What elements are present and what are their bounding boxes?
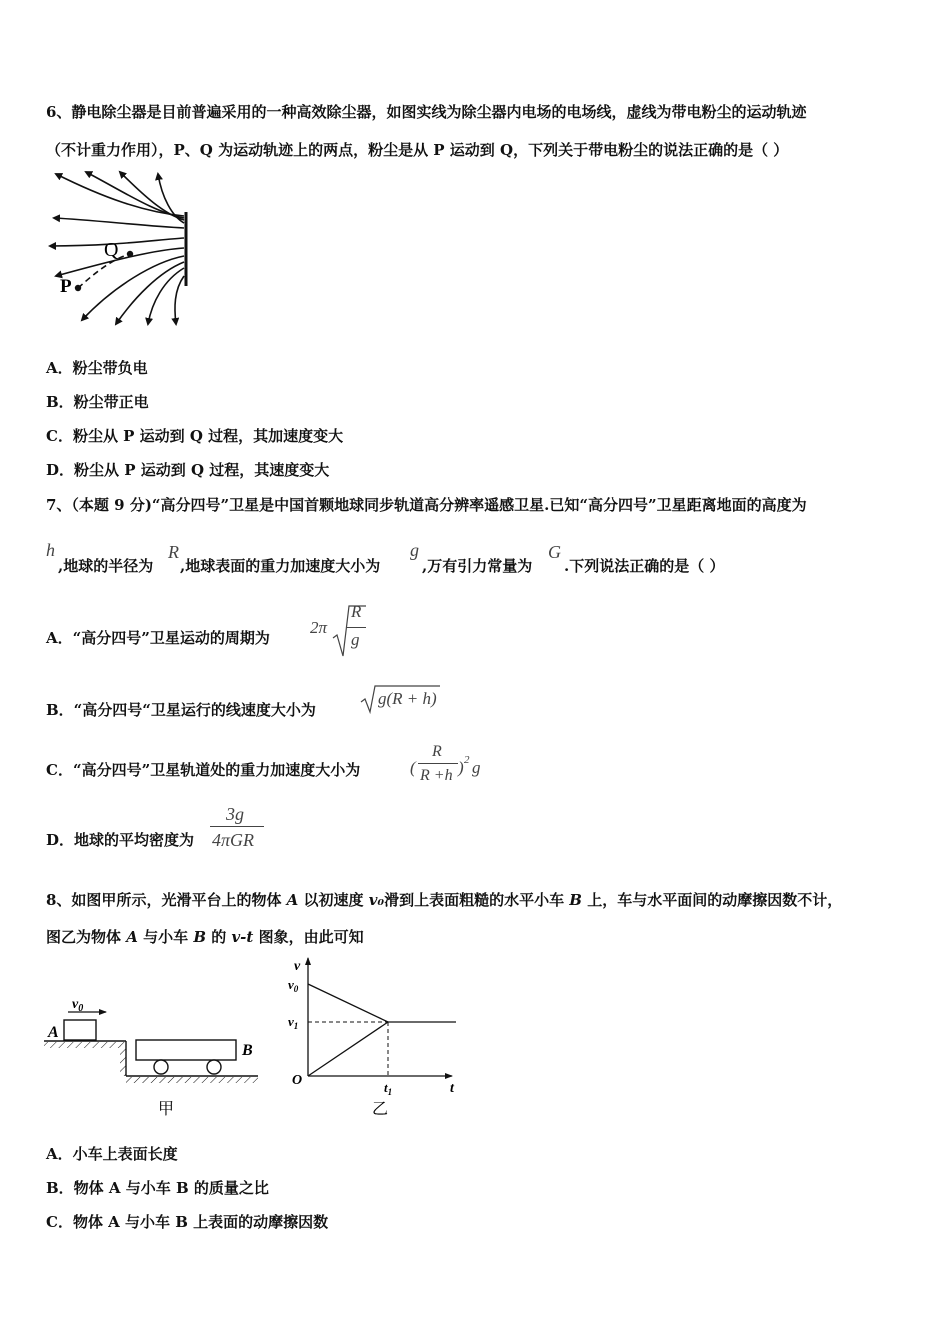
q7-option-d-text: D．地球的平均密度为	[46, 831, 195, 849]
q7-option-a-text: A．“高分四号”卫星运动的周期为	[46, 629, 270, 647]
q8-ground-hatch	[126, 1077, 258, 1083]
q7-stem-text: ,万有引力常量为	[422, 557, 533, 575]
q8-option-a[interactable]: A．小车上表面长度	[46, 1145, 178, 1163]
q7-option-c-text: C．“高分四号”卫星轨道处的重力加速度大小为	[46, 761, 361, 779]
q8-stem-text: 与小车	[137, 928, 194, 946]
q8-stem-line-2	[46, 927, 364, 947]
q8-label-t-axis: t	[450, 1081, 454, 1096]
q7-option-a-fraction-bar	[346, 627, 366, 628]
q8-label-v0-axis: $v_0$	[288, 977, 299, 994]
q7-option-d-fraction-bar	[210, 826, 264, 827]
q6-option-a[interactable]: A．粉尘带负电	[46, 359, 148, 377]
q6-option-b[interactable]: B．粉尘带正电	[46, 393, 149, 411]
q8-var-a: A	[126, 928, 138, 946]
q8-var-b: B	[193, 928, 207, 946]
q8-stem-line-1	[46, 890, 842, 910]
q8-platform-edge-hatch	[120, 1046, 126, 1076]
q6-point-q	[127, 251, 133, 257]
q8-stem-text: 的	[206, 928, 232, 946]
q8-label-origin: O	[292, 1073, 303, 1088]
q8-label-v0: $v_0$	[72, 997, 84, 1014]
q6-label-p: P	[60, 276, 72, 297]
q8-option-b[interactable]: B．物体 A 与小车 B 的质量之比	[46, 1179, 269, 1197]
q8-label-b: B	[242, 1042, 253, 1059]
q8-var-a: A	[286, 891, 299, 909]
q7-stem-line-1: 7、（本题 9 分)“高分四号”卫星是中国首颗地球同步轨道高分辨率遥感卫星.已知“高分四号”卫星距离地面的高度为	[46, 496, 807, 514]
q6-stem-line-1: 6、静电除尘器是目前普遍采用的一种高效除尘器，如图实线为除尘器内电场的电场线，虚线为带电粉尘的运动轨迹	[46, 103, 807, 121]
q8-label-t1: $t_1$	[384, 1080, 393, 1097]
q7-option-b-text: B．“高分四号“卫星运行的线速度大小为	[46, 701, 316, 719]
q7-var-G: G	[548, 542, 561, 562]
q6-field-line	[86, 172, 184, 218]
q8-caption-jia: 甲	[158, 1099, 175, 1118]
q7-option-a-coef: 2π	[310, 618, 328, 637]
q8-caption-yi: 乙	[372, 1099, 389, 1118]
q8-stem-text: 8、如图甲所示，光滑平台上的物体	[46, 891, 287, 909]
q7-option-c-g: g	[472, 758, 481, 777]
q8-stem-text: 以初速度	[298, 891, 369, 909]
q8-figure-yi	[284, 952, 464, 1124]
q8-var-vt: v-t	[231, 928, 254, 946]
q7-option-c-rparen: )	[458, 758, 464, 777]
q8-stem-text: 图乙为物体	[46, 928, 127, 946]
q6-option-c[interactable]: C．粉尘从 P 运动到 Q 过程，其加速度变大	[46, 427, 344, 445]
q7-var-h: h	[46, 540, 55, 560]
q6-point-p	[75, 285, 81, 291]
q6-stem-line-2: （不计重力作用），P、Q 为运动轨迹上的两点，粉尘是从 P 运动到 Q，下列关于带电粉尘的说法正确的是（ ）	[46, 141, 789, 159]
q8-option-c[interactable]: C．物体 A 与小车 B 上表面的动摩擦因数	[46, 1213, 329, 1231]
q8-stem-text: 滑到上表面粗糙的水平小车	[384, 891, 570, 909]
q6-field-line	[175, 276, 184, 324]
q7-option-a-num: R	[351, 602, 362, 621]
q8-cart-wheel	[207, 1060, 221, 1074]
q8-label-v-axis: v	[294, 959, 301, 974]
q6-field-line	[54, 218, 184, 228]
q7-option-c-exp: 2	[464, 754, 470, 766]
q8-platform-hatch	[44, 1042, 126, 1048]
q6-option-d[interactable]: D．粉尘从 P 运动到 Q 过程，其速度变大	[46, 461, 330, 479]
q6-electric-field-figure	[44, 168, 204, 330]
q6-label-q: Q	[104, 239, 119, 261]
q8-label-a: A	[48, 1024, 59, 1041]
q8-var-b: B	[569, 891, 582, 909]
q7-option-b-expr: g(R + h)	[378, 689, 437, 708]
q8-stem-text: 图象，由此可知	[253, 928, 364, 946]
q6-field-line	[148, 268, 184, 324]
q7-var-r: R	[168, 542, 179, 562]
q7-option-a-den: g	[351, 630, 360, 649]
q8-block-a	[64, 1020, 96, 1040]
q8-cart-b	[136, 1040, 236, 1060]
q8-label-v1-axis: $v_1$	[288, 1014, 299, 1031]
q7-option-c-fraction-bar	[418, 763, 458, 764]
q8-stem-text: 上，车与水平面间的动摩擦因数不计，	[581, 891, 843, 909]
q7-option-c-den: R +h	[420, 767, 453, 784]
q7-stem-text: ,地球的半径为	[58, 557, 154, 575]
q8-line-a	[308, 984, 388, 1022]
q7-option-c-lparen: (	[410, 758, 416, 777]
q7-stem-text: ,地球表面的重力加速度大小为	[180, 557, 381, 575]
q6-field-line	[56, 174, 184, 216]
q8-var-v0: v₀	[368, 891, 385, 909]
q8-cart-wheel	[154, 1060, 168, 1074]
q7-var-g: g	[410, 540, 419, 560]
q7-stem-text: .下列说法正确的是（ ）	[564, 557, 725, 575]
q7-option-d-num: 3g	[226, 804, 244, 824]
q8-figure-jia	[40, 990, 270, 1124]
q7-option-c-num: R	[432, 743, 442, 760]
q8-line-b	[308, 1022, 388, 1076]
q7-option-d-den: 4πGR	[212, 830, 255, 850]
